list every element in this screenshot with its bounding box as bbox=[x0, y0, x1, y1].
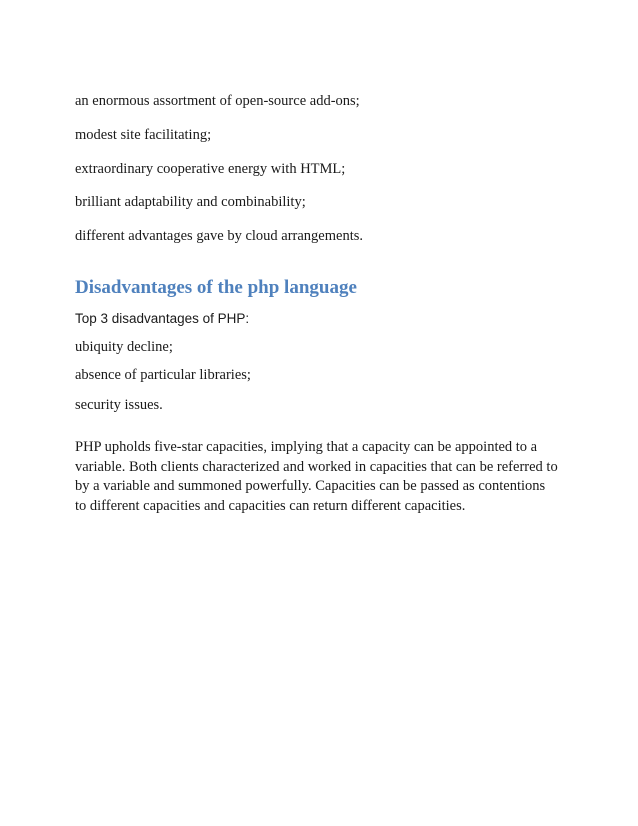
paragraph-line: by a variable and summoned powerfully. Capacities can be passed as contentions bbox=[75, 478, 546, 494]
advantage-item: different advantages gave by cloud arrangements. bbox=[75, 228, 364, 244]
advantage-item: modest site facilitating; bbox=[75, 127, 212, 143]
disadvantage-item: security issues. bbox=[75, 397, 163, 413]
section-heading: Disadvantages of the php language bbox=[75, 277, 357, 298]
advantage-item: an enormous assortment of open-source add-ons; bbox=[75, 93, 360, 109]
advantage-item: extraordinary cooperative energy with HTML; bbox=[75, 161, 346, 177]
section-subheading: Top 3 disadvantages of PHP: bbox=[75, 311, 250, 326]
disadvantage-item: absence of particular libraries; bbox=[75, 367, 251, 383]
disadvantage-item: ubiquity decline; bbox=[75, 339, 173, 355]
paragraph-line: PHP upholds five-star capacities, implying that a capacity can be appointed to a bbox=[75, 439, 538, 455]
body-paragraph bbox=[75, 438, 575, 516]
paragraph-line: to different capacities and capacities can return different capacities. bbox=[75, 497, 466, 514]
paragraph-line: variable. Both clients characterized and worked in capacities that can be referred to bbox=[75, 458, 558, 475]
advantage-item: brilliant adaptability and combinability; bbox=[75, 194, 306, 210]
